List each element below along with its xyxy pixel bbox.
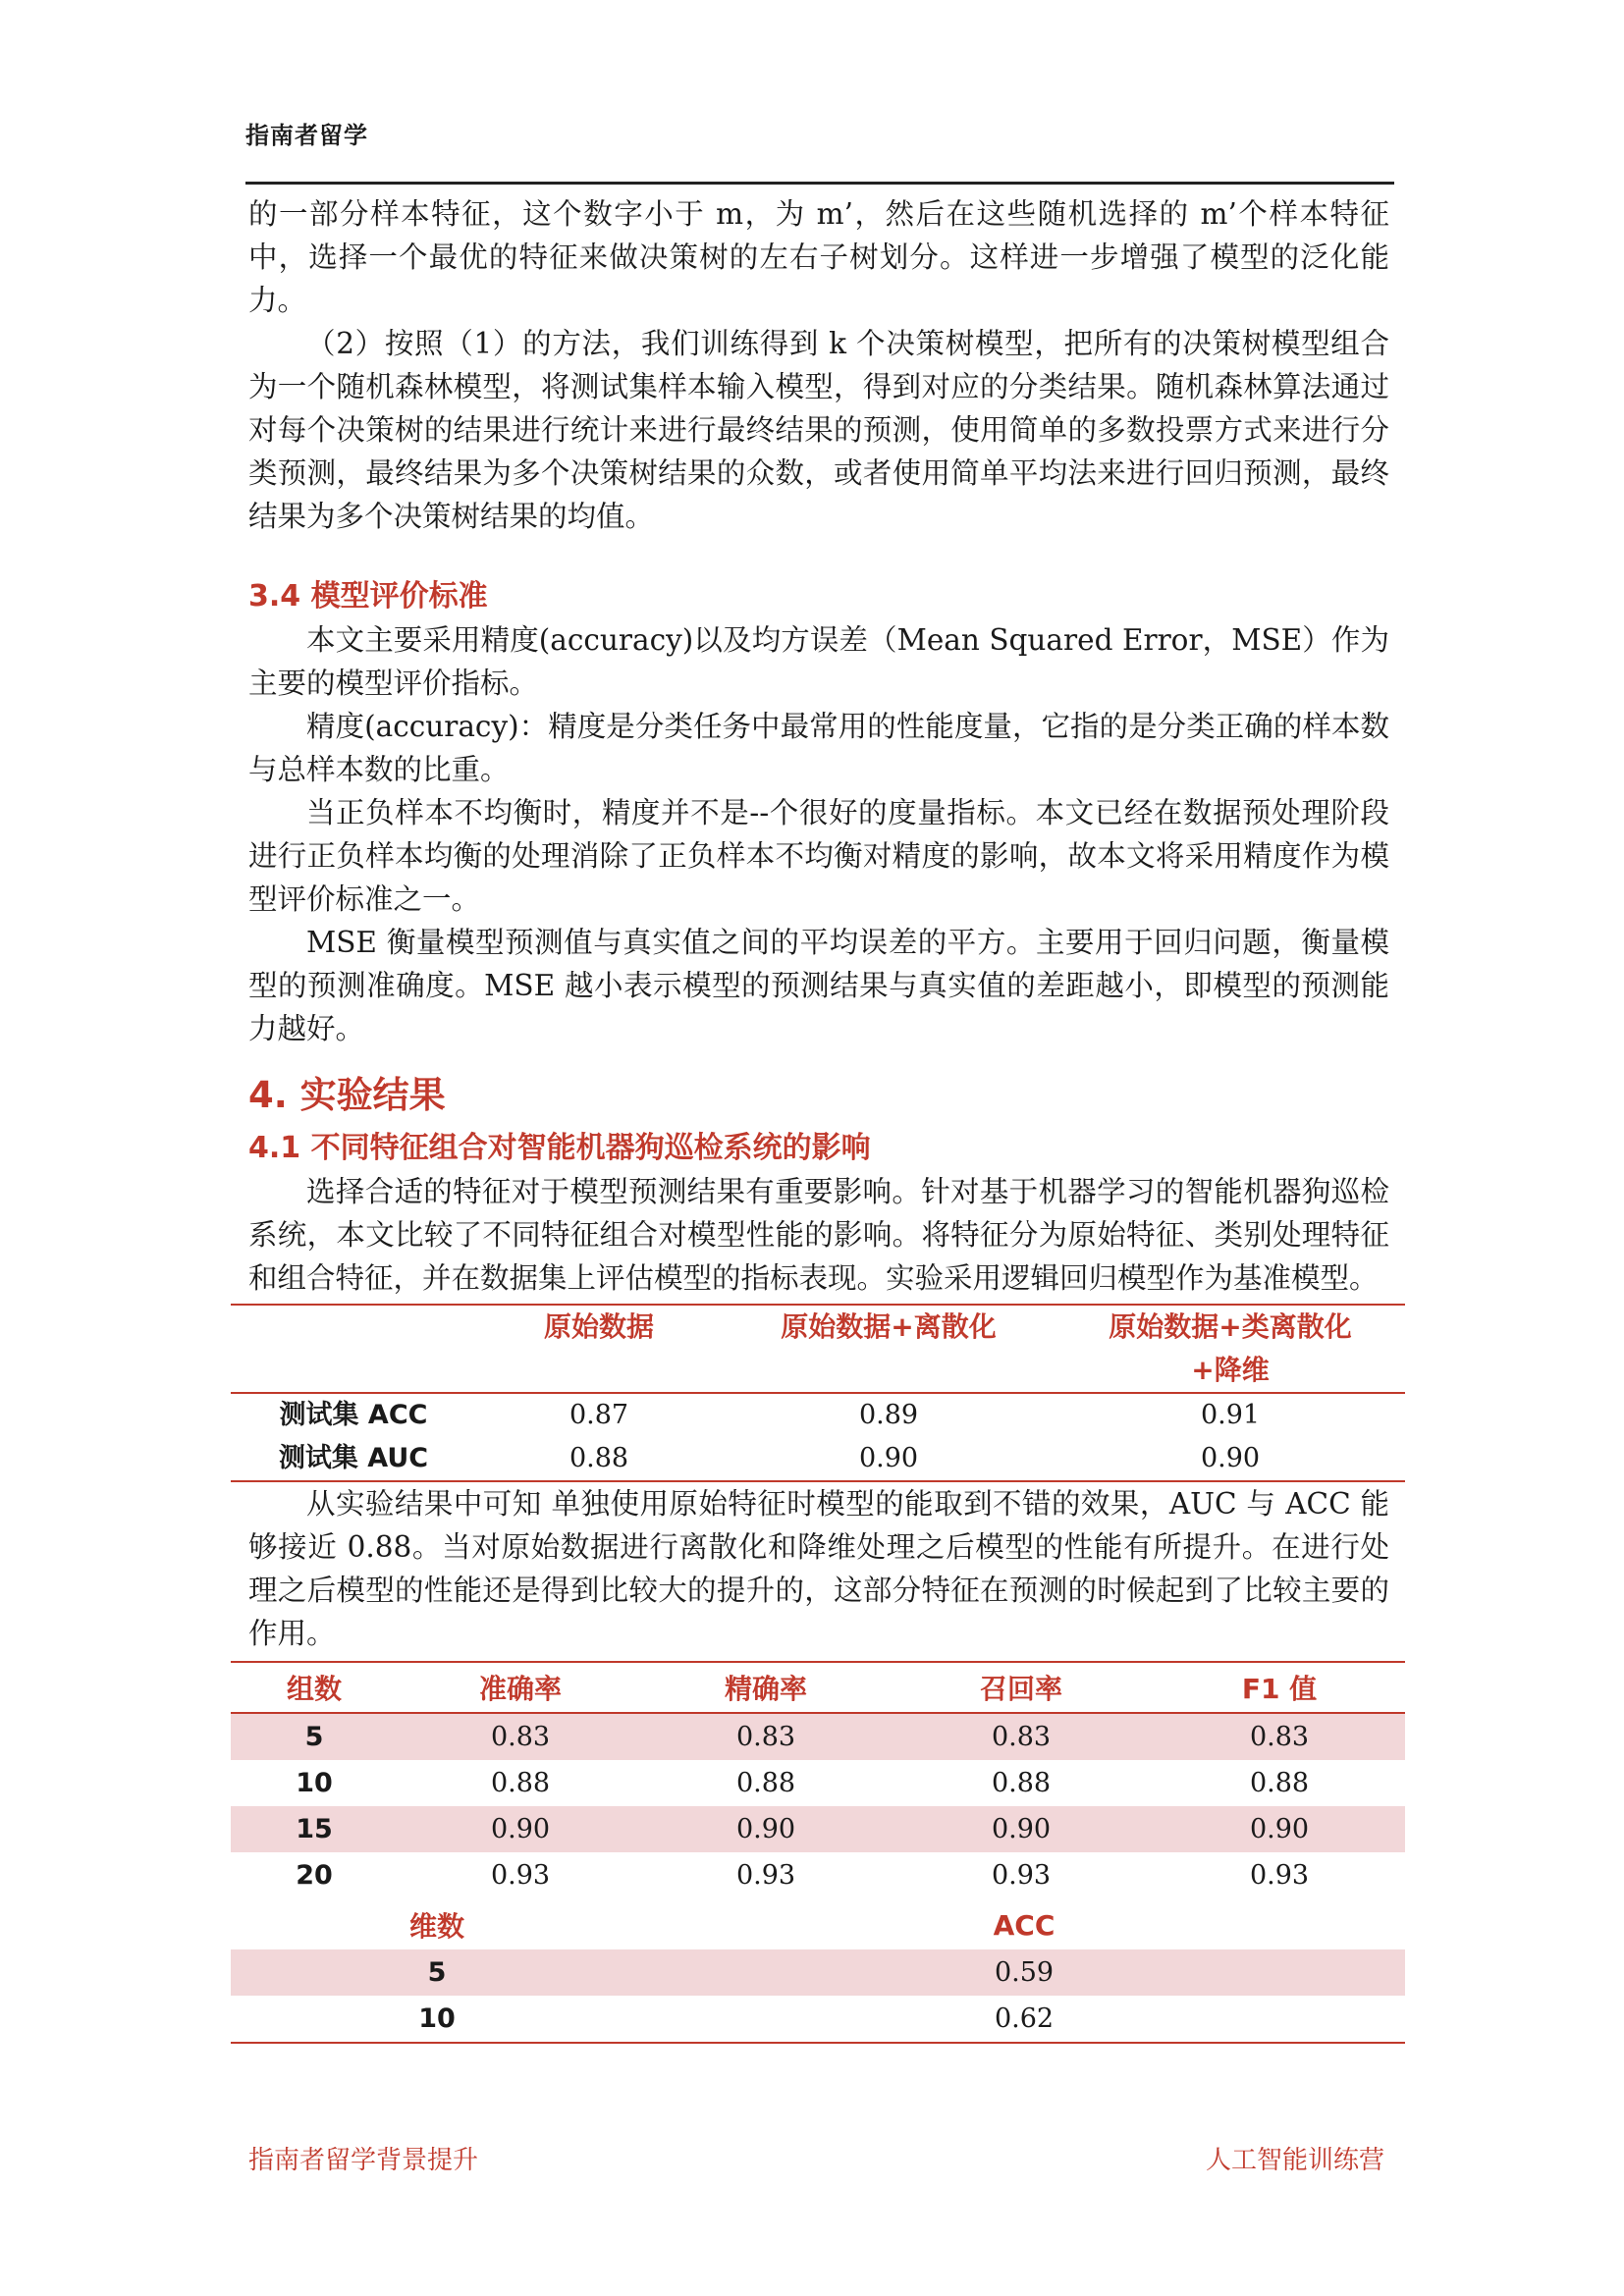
table-cell: 0.88 (1249, 1768, 1310, 1798)
table-cell: 0.93 (490, 1860, 551, 1891)
table-header-cell: 原始数据 (543, 1310, 654, 1343)
footer-right-text: 人工智能训练营 (1206, 2146, 1385, 2175)
paragraph: （2）按照（1）的方法，我们训练得到 k 个决策树模型，把所有的决策树模型组合为一个随机森林模型，将测试集样本输入模型，得到对应的分类结果。随机森林算法通过对每个决策树的结果进行统计来进行最终结果的预测，使用简单的多数投票方式来进行分类预测，最终结果为多个决策树结果的众数，或者使用简单平均法来进行回归预测，最终结果为多个决策树结果的均值。 (248, 327, 1389, 533)
table-cell: 0.83 (889, 1713, 1154, 1760)
table-cell: 5 (231, 1713, 398, 1760)
page-header-title: 指南者留学 (245, 122, 368, 149)
table-cell: 0.90 (398, 1806, 643, 1852)
paragraph: 本文主要采用精度(accuracy)以及均方误差（Mean Squared Error，MSE）作为主要的模型评价指标。 (248, 623, 1389, 700)
table-cell: 0.88 (490, 1768, 551, 1798)
paragraph: MSE 衡量模型预测值与真实值之间的平均误差的平方。主要用于回归问题，衡量模型的预测准确度。MSE 越小表示模型的预测结果与真实值的差距越小，即模型的预测能力越好。 (248, 926, 1389, 1045)
table-cell: 0.62 (994, 2003, 1055, 2034)
table-cell: 0.83 (1154, 1713, 1405, 1760)
table-header-cell: 组数 (286, 1673, 342, 1705)
table-cell: 0.83 (398, 1713, 643, 1760)
table-cell: 0.83 (643, 1713, 889, 1760)
table-header-row (231, 1662, 1405, 1713)
table-row (231, 1393, 1405, 1437)
table-cell: 0.90 (889, 1806, 1154, 1852)
table-cell: 10 (296, 1768, 333, 1798)
table-cell: 0.88 (568, 1443, 629, 1473)
table-header-cell: 原始数据+离散化 (781, 1310, 997, 1343)
table-cell: 0.91 (1200, 1400, 1261, 1430)
footer-left-text: 指南者留学背景提升 (248, 2146, 479, 2175)
feature-combination-table (231, 1304, 1405, 1482)
table-row (231, 1852, 1405, 1899)
paragraph: 当正负样本不均衡时，精度并不是--个很好的度量指标。本文已经在数据预处理阶段进行正负样本均衡的处理消除了正负样本不均衡对精度的影响，故本文将采用精度作为模型评价标准之一。 (248, 796, 1389, 916)
table-cell: 0.89 (858, 1400, 919, 1430)
table-subheader-row (231, 1899, 1405, 1949)
table-header-cell: 召回率 (979, 1673, 1062, 1705)
table-header-cell: 维数 (231, 1899, 643, 1949)
table-header-cell: 原始数据+类离散化+降维 (1109, 1310, 1352, 1386)
row-label: 测试集 AUC (278, 1443, 429, 1473)
page-body (248, 192, 1389, 2044)
table-cell: 0.90 (1154, 1806, 1405, 1852)
table-cell: 20 (296, 1860, 333, 1891)
row-label: 测试集 ACC (279, 1400, 428, 1430)
paragraph: 选择合适的特征对于模型预测结果有重要影响。针对基于机器学习的智能机器狗巡检系统，本文比较了不同特征组合对模型性能的影响。将特征分为原始特征、类别处理特征和组合特征，并在数据集上评估模型的指标表现。实验采用逻辑回归模型作为基准模型。 (248, 1175, 1389, 1295)
table-row (231, 1806, 1405, 1852)
table-cell: 0.88 (735, 1768, 796, 1798)
table-row (231, 1713, 1405, 1760)
table-cell: 0.87 (568, 1400, 629, 1430)
paragraph: 精度(accuracy)：精度是分类任务中最常用的性能度量，它指的是分类正确的样本数与总样本数的比重。 (248, 710, 1389, 786)
paragraph: 从实验结果中可知 单独使用原始特征时模型的能取到不错的效果，AUC 与 ACC 能够接近 0.88。当对原始数据进行离散化和降维处理之后模型的性能有所提升。在进行处理之后模型的性能还是得到比较大的提升的，这部分特征在预测的时候起到了比较主要的作用。 (248, 1487, 1389, 1650)
table-row (231, 1996, 1405, 2043)
table-header-cell (231, 1305, 476, 1393)
table-header-cell: 准确率 (478, 1673, 562, 1705)
table-row (231, 1949, 1405, 1996)
group-metrics-table (231, 1661, 1405, 2044)
section-heading-3-4: 3.4 模型评价标准 (248, 579, 488, 614)
table-header-cell: ACC (643, 1899, 1405, 1949)
section-heading-4: 4. 实验结果 (248, 1074, 446, 1116)
table-row (231, 1760, 1405, 1806)
table-cell: 0.93 (991, 1860, 1052, 1891)
table-cell: 0.59 (643, 1949, 1405, 1996)
section-heading-4-1: 4.1 不同特征组合对智能机器狗巡检系统的影响 (248, 1131, 871, 1165)
table-row (231, 1437, 1405, 1481)
table-cell: 0.90 (643, 1806, 889, 1852)
table-header-cell: F1 值 (1241, 1673, 1318, 1705)
table-cell: 0.93 (1249, 1860, 1310, 1891)
table-cell: 0.90 (858, 1443, 919, 1473)
table-cell: 0.88 (991, 1768, 1052, 1798)
paragraph: 的一部分样本特征，这个数字小于 m，为 m’，然后在这些随机选择的 m’个样本特征中，选择一个最优的特征来做决策树的左右子树划分。这样进一步增强了模型的泛化能力。 (248, 197, 1389, 317)
table-cell: 15 (231, 1806, 398, 1852)
table-cell: 10 (418, 2003, 456, 2034)
table-header-cell: 精确率 (724, 1673, 807, 1705)
table-cell: 5 (231, 1949, 643, 1996)
table-cell: 0.93 (735, 1860, 796, 1891)
table-cell: 0.90 (1200, 1443, 1261, 1473)
header-divider (245, 182, 1394, 185)
